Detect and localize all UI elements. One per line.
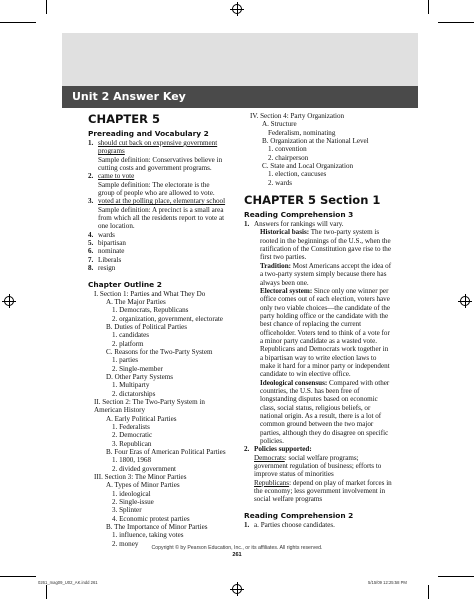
list-item — [88, 239, 226, 247]
outline-item: III. Section 3: The Minor Parties — [94, 473, 187, 482]
item-number: 3. — [88, 197, 94, 206]
outline-item: I. Section 1: Parties and What They Do — [94, 289, 206, 298]
copyright-footer: Copyright © by Pearson Education, Inc., or its affiliates. All rights reserved. — [151, 545, 323, 551]
vocabulary-answer: bipartisan — [98, 239, 126, 248]
outline-item: A. Structure — [262, 120, 297, 129]
outline-item: 2. wards — [268, 178, 293, 187]
outline-item: 2. divided government — [112, 464, 177, 473]
item-body — [98, 231, 226, 239]
page-number: 261 — [232, 552, 242, 558]
answer-paragraph: Tradition: Most Americans accept the idea of a two-party system simply because there has always been one. — [260, 261, 392, 287]
section-heading: CHAPTER 5 Section 1 — [244, 193, 381, 208]
prereading-list — [88, 139, 226, 273]
outline-heading: Chapter Outline 2 — [88, 279, 162, 289]
chapter-outline-continued — [244, 112, 392, 187]
outline-item: 2. dictatorships — [112, 389, 156, 398]
outline-item: II. Section 2: The Two-Party System in American History — [94, 397, 205, 415]
list-item — [88, 256, 226, 264]
print-slug-right: 5/15/09 12:25:58 PM — [368, 580, 407, 585]
item-body — [98, 197, 226, 230]
outline-item: 1. ideological — [112, 489, 151, 498]
outline-item: 1. election, caucuses — [268, 170, 327, 179]
outline-item: C. State and Local Organization — [262, 162, 354, 171]
item-body — [98, 264, 226, 272]
item-body — [98, 139, 226, 172]
vocabulary-answer: should cut back on expensive government programs — [98, 139, 218, 156]
left-column — [88, 112, 226, 548]
item-number: 4. — [88, 230, 94, 239]
answer-intro: Answers for rankings will vary. — [254, 220, 344, 229]
answer-paragraph: Republicans: depend on play of market forces in the economy; less government involvement in social welfare programs — [254, 478, 392, 504]
item-number: 2. — [244, 445, 250, 454]
vocabulary-answer: voted at the polling place, elementary school — [98, 197, 226, 206]
crop-mark — [0, 576, 36, 577]
vocabulary-answer: wards — [98, 230, 115, 239]
list-item — [88, 172, 226, 197]
list-item — [244, 445, 392, 503]
crop-mark — [0, 22, 36, 23]
outline-item: D. Other Party Systems — [106, 372, 173, 381]
outline-item: 3. Splinter — [112, 506, 142, 515]
outline-item: 1. Democrats, Republicans — [112, 306, 189, 315]
outline-item: B. Organization at the National Level — [262, 137, 369, 146]
answer-paragraph: Historical basis: The two-party system is rooted in the beginnings of the U.S., when the ratification of the Constitution gave rise to the first two parties. — [260, 228, 392, 262]
item-number: 6. — [88, 247, 94, 256]
outline-item: 3. Republican — [112, 439, 152, 448]
outline-item: A. Types of Minor Parties — [106, 481, 180, 490]
crop-mark — [438, 576, 474, 577]
outline-item: 2. Democratic — [112, 431, 153, 440]
chapter-heading: CHAPTER 5 — [88, 112, 160, 126]
outline-item: A. Early Political Parties — [106, 414, 177, 423]
item-body — [98, 239, 226, 247]
answer-paragraph: Ideological consensus: Compared with other countries, the U.S. has been free of longstanding disputes based on economic class, social status, religious beliefs, or national origin. As a result, there is a lot of common ground between the two major parties, although they do disagree on specific policies. — [260, 378, 390, 446]
print-slug-left: 0261_mag09_U02_AK.indd 261 — [38, 580, 98, 585]
item-body — [98, 247, 226, 255]
list-item — [88, 264, 226, 272]
registration-mark-icon — [4, 296, 14, 306]
outline-item: 2. organization, government, electorate — [112, 314, 223, 323]
outline-item: 2. Single-issue — [112, 498, 154, 507]
outline-item: 2. Single-member — [112, 364, 163, 373]
item-number: 1. — [88, 139, 94, 147]
item-body — [98, 172, 226, 197]
outline-item: B. The Importance of Minor Parties — [106, 523, 208, 532]
crop-mark — [428, 0, 429, 14]
vocabulary-answer: came to vote — [98, 172, 135, 181]
answer-paragraph: Democrats: social welfare programs; government regulation of business; efforts to improve status of minorities — [254, 453, 382, 479]
item-body — [98, 256, 226, 264]
outline-item: 1. parties — [112, 356, 139, 365]
outline-item: C. Reasons for the Two-Party System — [106, 347, 213, 356]
outline-item: IV. Section 4: Party Organization — [250, 112, 345, 120]
crop-mark — [46, 0, 47, 14]
outline-item: 1. Multiparty — [112, 381, 150, 390]
registration-mark-icon — [232, 4, 242, 14]
item-number: 1. — [244, 220, 250, 229]
prereading-heading: Prereading and Vocabulary 2 — [88, 129, 209, 138]
outline-item: A. The Major Parties — [106, 297, 166, 306]
answer-label: Policies supported: — [254, 445, 312, 454]
outline-item: 4. Economic protest parties — [112, 514, 190, 523]
item-number: 8. — [88, 264, 94, 273]
list-item — [244, 220, 392, 445]
outline-item: 2. chairperson — [268, 153, 309, 162]
item-number: 7. — [88, 255, 94, 264]
outline-item: 1. Federalists — [112, 423, 150, 431]
list-item — [244, 521, 392, 529]
vocabulary-answer: Liberals — [98, 255, 122, 264]
answer-paragraph: Electoral system: Since only one winner per office comes out of each election, voters have only two viable choices—the candidate of the party holding office or the candidate with the best chance of replacing the current officeholder. Voters tend to think of a vote for a minor party candidate as a wasted vote. Republicans and Democrats work together in a bipartisan way to write election laws to make it hard for a minor party or independent candidate to win elective office. — [260, 286, 391, 379]
answer-paragraph: a. Parties choose candidates. — [254, 520, 335, 529]
vocabulary-answer: nominate — [98, 247, 125, 256]
outline-item: 1. influence, taking votes — [112, 531, 184, 540]
outline-item: B. Duties of Political Parties — [106, 322, 187, 331]
outline-item: 1. 1800, 1968 — [112, 456, 152, 465]
reading-comprehension-3-heading: Reading Comprehension 3 — [244, 210, 354, 220]
unit-title: Unit 2 Answer Key — [62, 86, 418, 108]
list-item — [88, 231, 226, 239]
right-column — [244, 112, 392, 529]
vocabulary-answer: resign — [98, 264, 116, 273]
outline-item: B. Four Eras of American Political Parties — [106, 448, 226, 457]
list-item — [88, 139, 226, 172]
crop-mark — [428, 585, 429, 599]
sample-definition: Sample definition: A precinct is a small area from which all the residents report to vote at one location. — [98, 205, 225, 231]
header-banner — [62, 33, 418, 86]
outline-item: 1. candidates — [112, 331, 150, 340]
crop-mark — [46, 585, 47, 599]
list-item — [88, 247, 226, 255]
item-number: 1. — [244, 520, 250, 529]
sample-definition: Sample definition: Conservatives believe in cutting costs and government programs. — [98, 155, 223, 173]
registration-mark-icon — [232, 584, 242, 594]
outline-item: Federalism, nominating — [268, 128, 336, 137]
crop-mark — [438, 22, 474, 23]
reading-comprehension-2-heading: Reading Comprehension 2 — [244, 510, 354, 520]
outline-item: 1. convention — [268, 145, 307, 154]
outline-item: 2. platform — [112, 339, 144, 348]
item-number: 2. — [88, 172, 94, 181]
item-number: 5. — [88, 239, 94, 248]
outline-item: 2. money — [112, 539, 139, 548]
list-item — [88, 197, 226, 230]
registration-mark-icon — [460, 296, 470, 306]
sample-definition: Sample definition: The electorate is the group of people who are allowed to vote. — [98, 180, 215, 198]
chapter-outline — [88, 290, 226, 549]
